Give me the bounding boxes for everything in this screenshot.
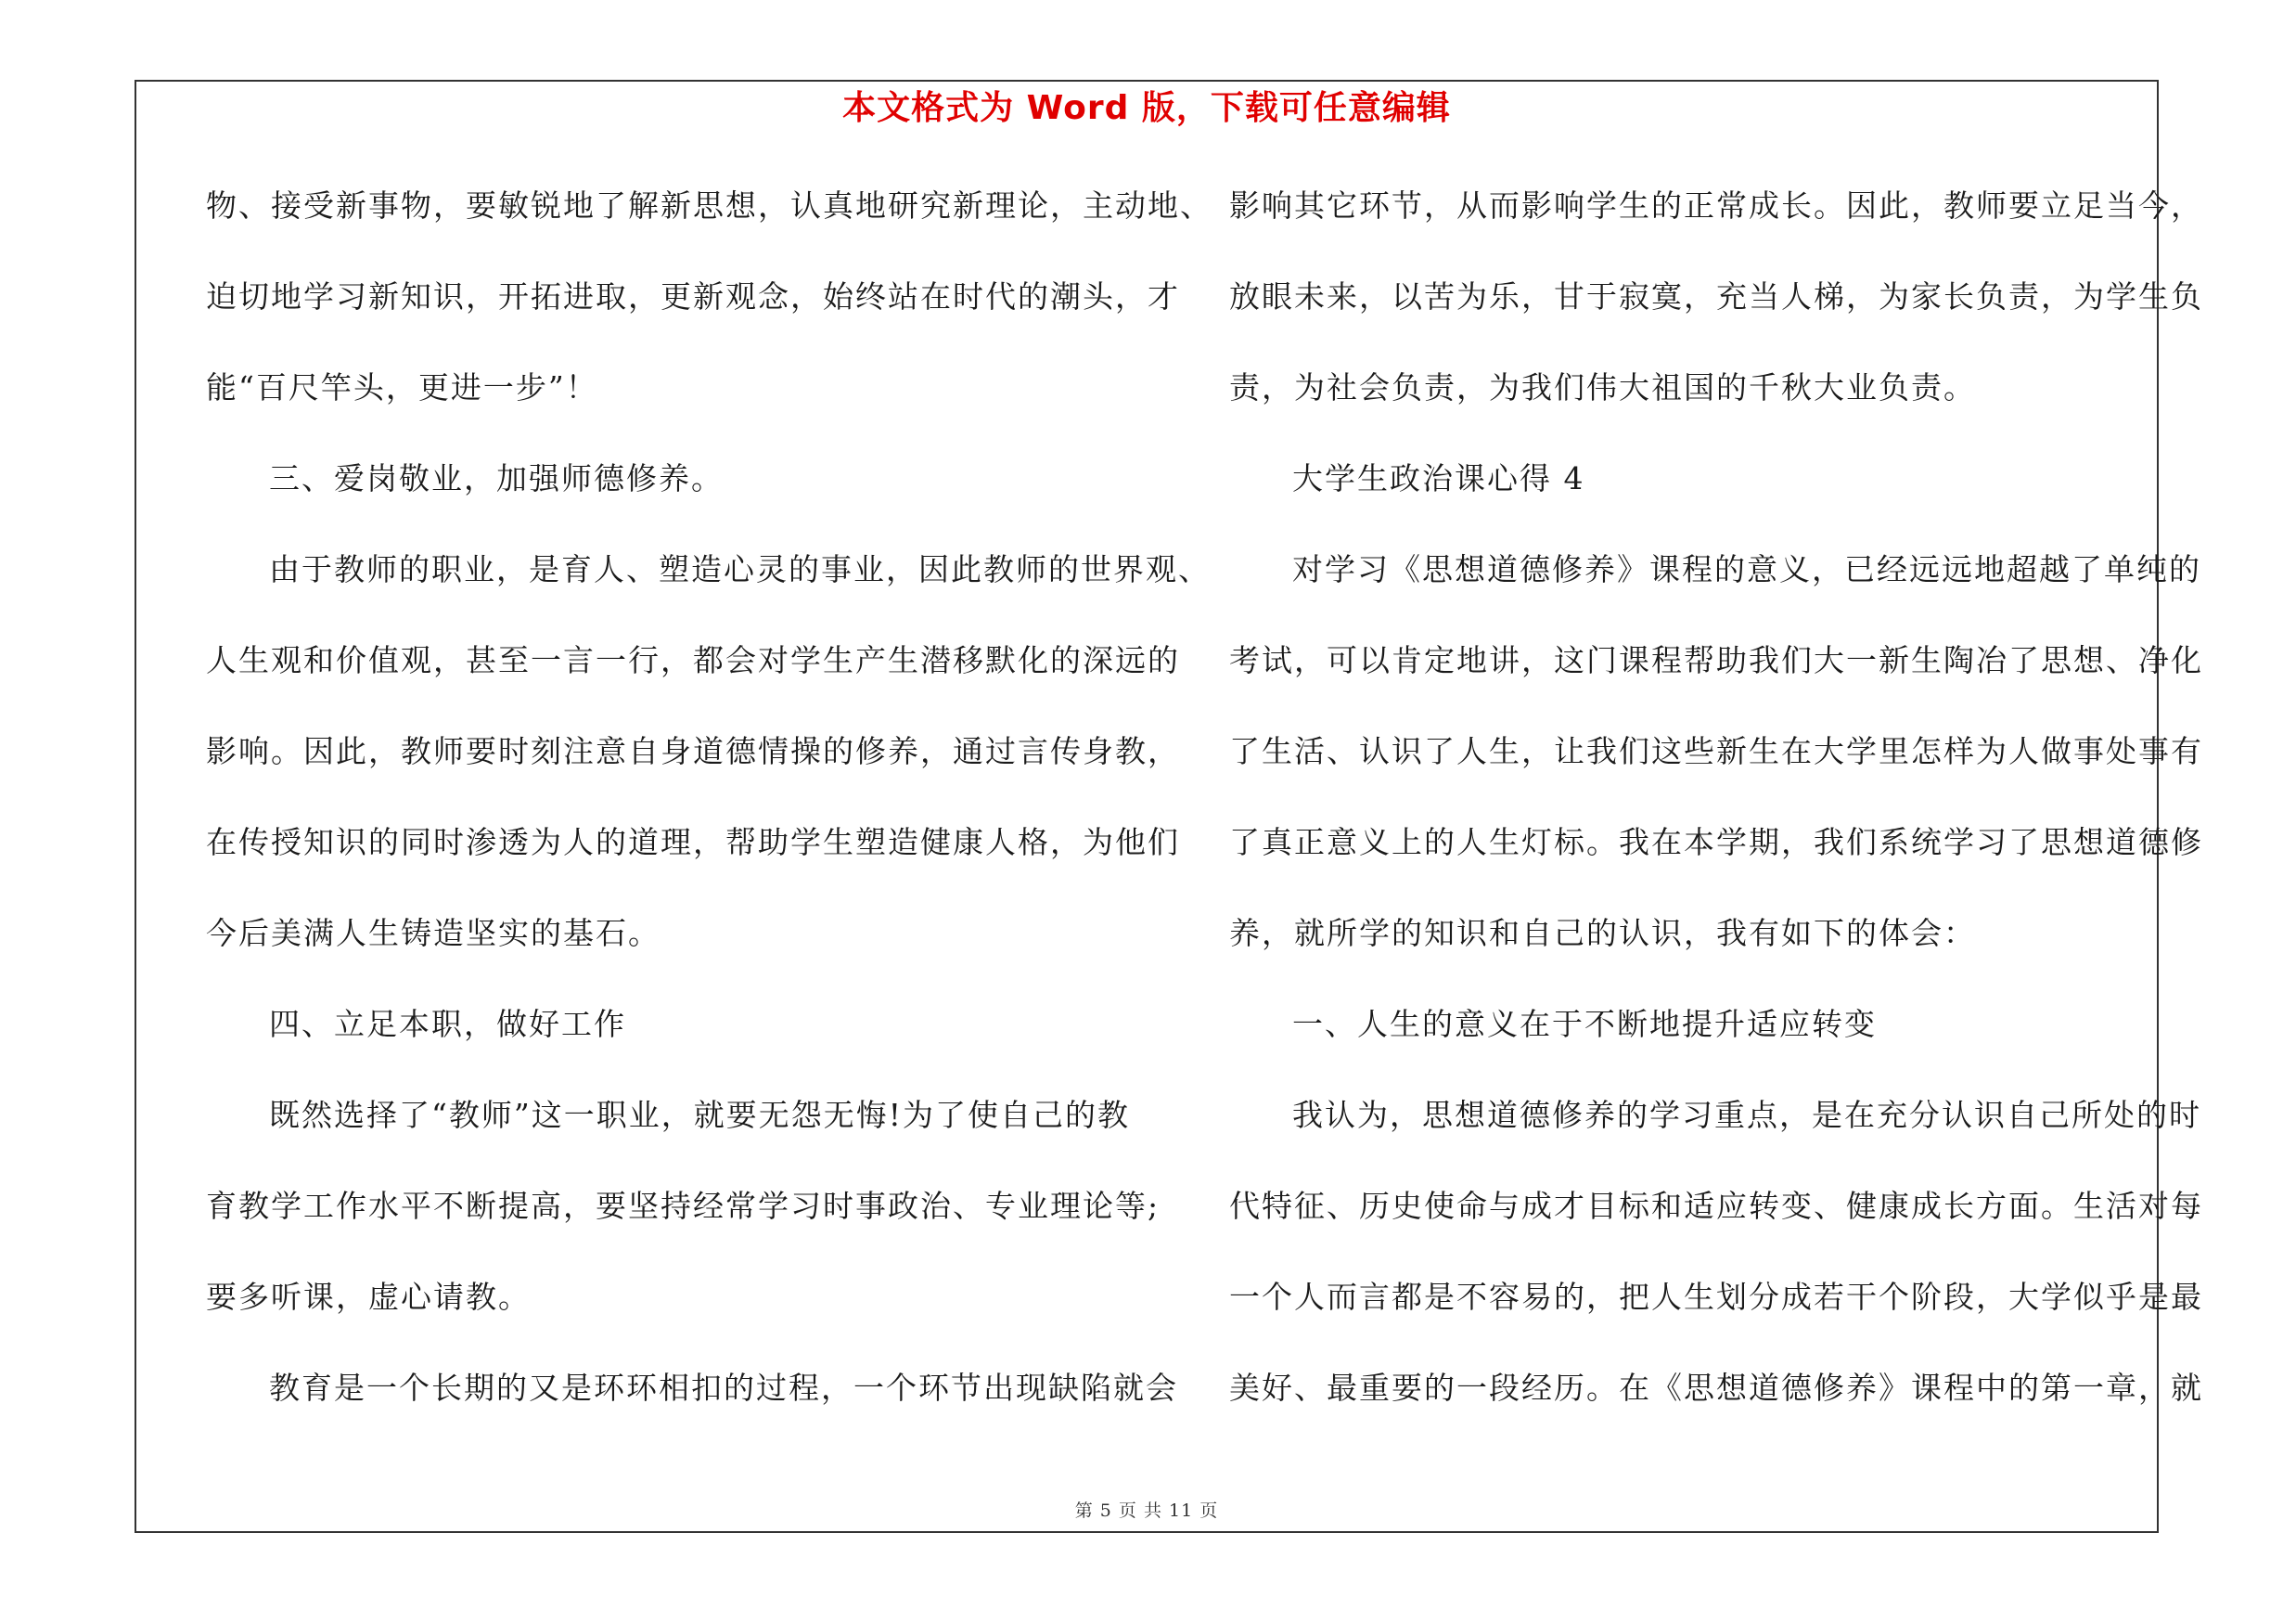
text-line: 由于教师的职业，是育人、塑造心灵的事业，因此教师的世界观、	[269, 551, 1211, 587]
right-column	[1229, 184, 2250, 1457]
text-line: 能“百尺竿头，更进一步”！	[206, 369, 598, 406]
text-line: 代特征、历史使命与成才目标和适应转变、健康成长方面。生活对每	[1229, 1188, 2203, 1224]
text-line: 既然选择了“教师”这一职业，就要无怨无悔!为了使自己的教	[269, 1097, 1131, 1133]
left-column	[206, 184, 1226, 1457]
text-line: 四、立足本职，做好工作	[269, 1006, 626, 1042]
text-line: 教育是一个长期的又是环环相扣的过程，一个环节出现缺陷就会	[269, 1370, 1178, 1406]
text-line: 一个人而言都是不容易的，把人生划分成若干个阶段，大学似乎是最	[1229, 1279, 2203, 1315]
text-line: 影响其它环节，从而影响学生的正常成长。因此，教师要立足当今，	[1229, 187, 2203, 224]
text-line: 育教学工作水平不断提高，要坚持经常学习时事政治、专业理论等;	[206, 1188, 1161, 1224]
text-line: 三、爱岗敬业，加强师德修养。	[269, 460, 724, 496]
text-line: 物、接受新事物，要敏锐地了解新思想，认真地研究新理论，主动地、	[206, 187, 1212, 224]
text-line: 责，为社会负责，为我们伟大祖国的千秋大业负责。	[1229, 369, 1976, 406]
text-line: 一、人生的意义在于不断地提升适应转变	[1292, 1006, 1877, 1042]
text-line: 了生活、认识了人生，让我们这些新生在大学里怎样为人做事处事有	[1229, 733, 2203, 769]
text-line: 要多听课，虚心请教。	[206, 1279, 531, 1315]
text-line: 大学生政治课心得 4	[1292, 460, 1585, 496]
text-line: 在传授知识的同时渗透为人的道理，帮助学生塑造健康人格，为他们	[206, 824, 1180, 860]
text-line: 迫切地学习新知识，开拓进取，更新观念，始终站在时代的潮头，才	[206, 278, 1180, 315]
text-line: 考试，可以肯定地讲，这门课程帮助我们大一新生陶冶了思想、净化	[1229, 642, 2203, 678]
text-line: 了真正意义上的人生灯标。我在本学期，我们系统学习了思想道德修	[1229, 824, 2203, 860]
text-line: 对学习《思想道德修养》课程的意义，已经远远地超越了单纯的	[1292, 551, 2201, 587]
text-line: 影响。因此，教师要时刻注意自身道德情操的修养，通过言传身教，	[206, 733, 1180, 769]
page-footer: 第 5 页 共 11 页	[1074, 1501, 1219, 1521]
text-line: 放眼未来，以苦为乐，甘于寂寞，充当人梯，为家长负责，为学生负	[1229, 278, 2203, 315]
text-line: 我认为，思想道德修养的学习重点，是在充分认识自己所处的时	[1292, 1097, 2201, 1133]
text-line: 今后美满人生铸造坚实的基石。	[206, 915, 661, 951]
text-line: 美好、最重要的一段经历。在《思想道德修养》课程中的第一章，就	[1229, 1370, 2203, 1406]
text-line: 养，就所学的知识和自己的认识，我有如下的体会：	[1229, 915, 1976, 951]
text-line: 人生观和价值观，甚至一言一行，都会对学生产生潜移默化的深远的	[206, 642, 1180, 678]
format-banner: 本文格式为 Word 版，下载可任意编辑	[842, 89, 1451, 127]
